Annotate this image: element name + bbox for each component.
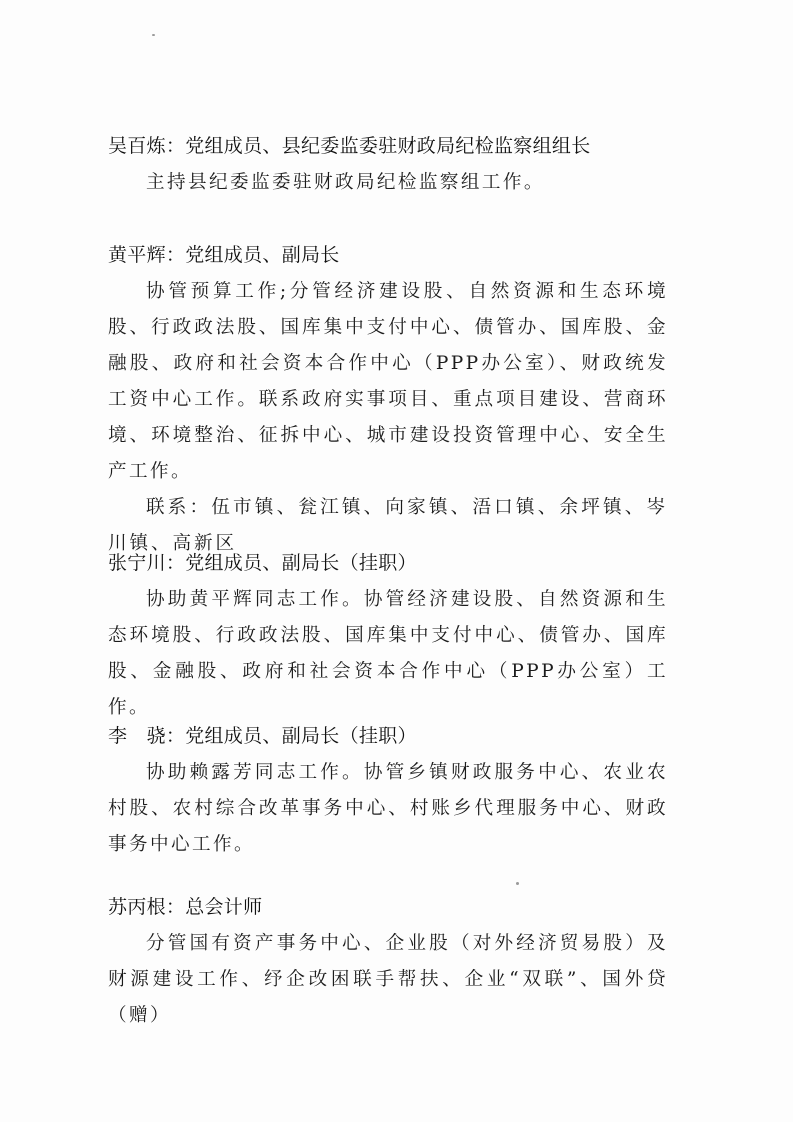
contact-paragraph: 联系：伍市镇、瓮江镇、向家镇、浯口镇、余坪镇、岑川镇、高新区: [108, 497, 668, 554]
section-su-binggen: [108, 894, 668, 1034]
section-heading: 吴百炼：党组成员、县纪委监委驻财政局纪检监察组组长: [108, 135, 591, 157]
section-heading: 李 骁：党组成员、副局长（挂职）: [108, 725, 417, 747]
duty-paragraph: 协助赖露芳同志工作。协管乡镇财政服务中心、农业农村股、农村综合改革事务中心、村账乡代理服务中心、财政事务中心工作。: [108, 762, 668, 855]
duty-paragraph: 主持县纪委监委驻财政局纪检监察组工作。: [146, 172, 545, 193]
scan-speck: [516, 882, 519, 885]
section-huang-pinghui: [108, 242, 668, 562]
section-zhang-ningchuan: [108, 550, 668, 726]
section-wu-bailian: [108, 133, 668, 201]
scan-speck: [152, 34, 155, 36]
duty-paragraph: 协助黄平辉同志工作。协管经济建设股、自然资源和生态环境股、行政政法股、国库集中支付中心、债管办、国库股、金融股、政府和社会资本合作中心（PPP办公室）工作。: [108, 589, 668, 718]
section-heading: 张宁川：党组成员、副局长（挂职）: [108, 552, 417, 574]
section-li-xiao: [108, 723, 668, 863]
section-heading: 黄平辉：党组成员、副局长: [108, 244, 340, 266]
section-heading: 苏丙根：总会计师: [108, 896, 263, 918]
duty-paragraph: 分管国有资产事务中心、企业股（对外经济贸易股）及财源建设工作、纾企改困联手帮扶、企业“双联”、国外贷（赠）: [108, 933, 668, 1026]
duty-paragraph: 协管预算工作;分管经济建设股、自然资源和生态环境股、行政政法股、国库集中支付中心、债管办、国库股、金融股、政府和社会资本合作中心（PPP办公室）、财政统发工资中心工作。联系政府实事项目、重点项目建设、营商环境、环境整治、征拆中心、城市建设投资管理中心、安全生产工作。: [108, 281, 668, 482]
